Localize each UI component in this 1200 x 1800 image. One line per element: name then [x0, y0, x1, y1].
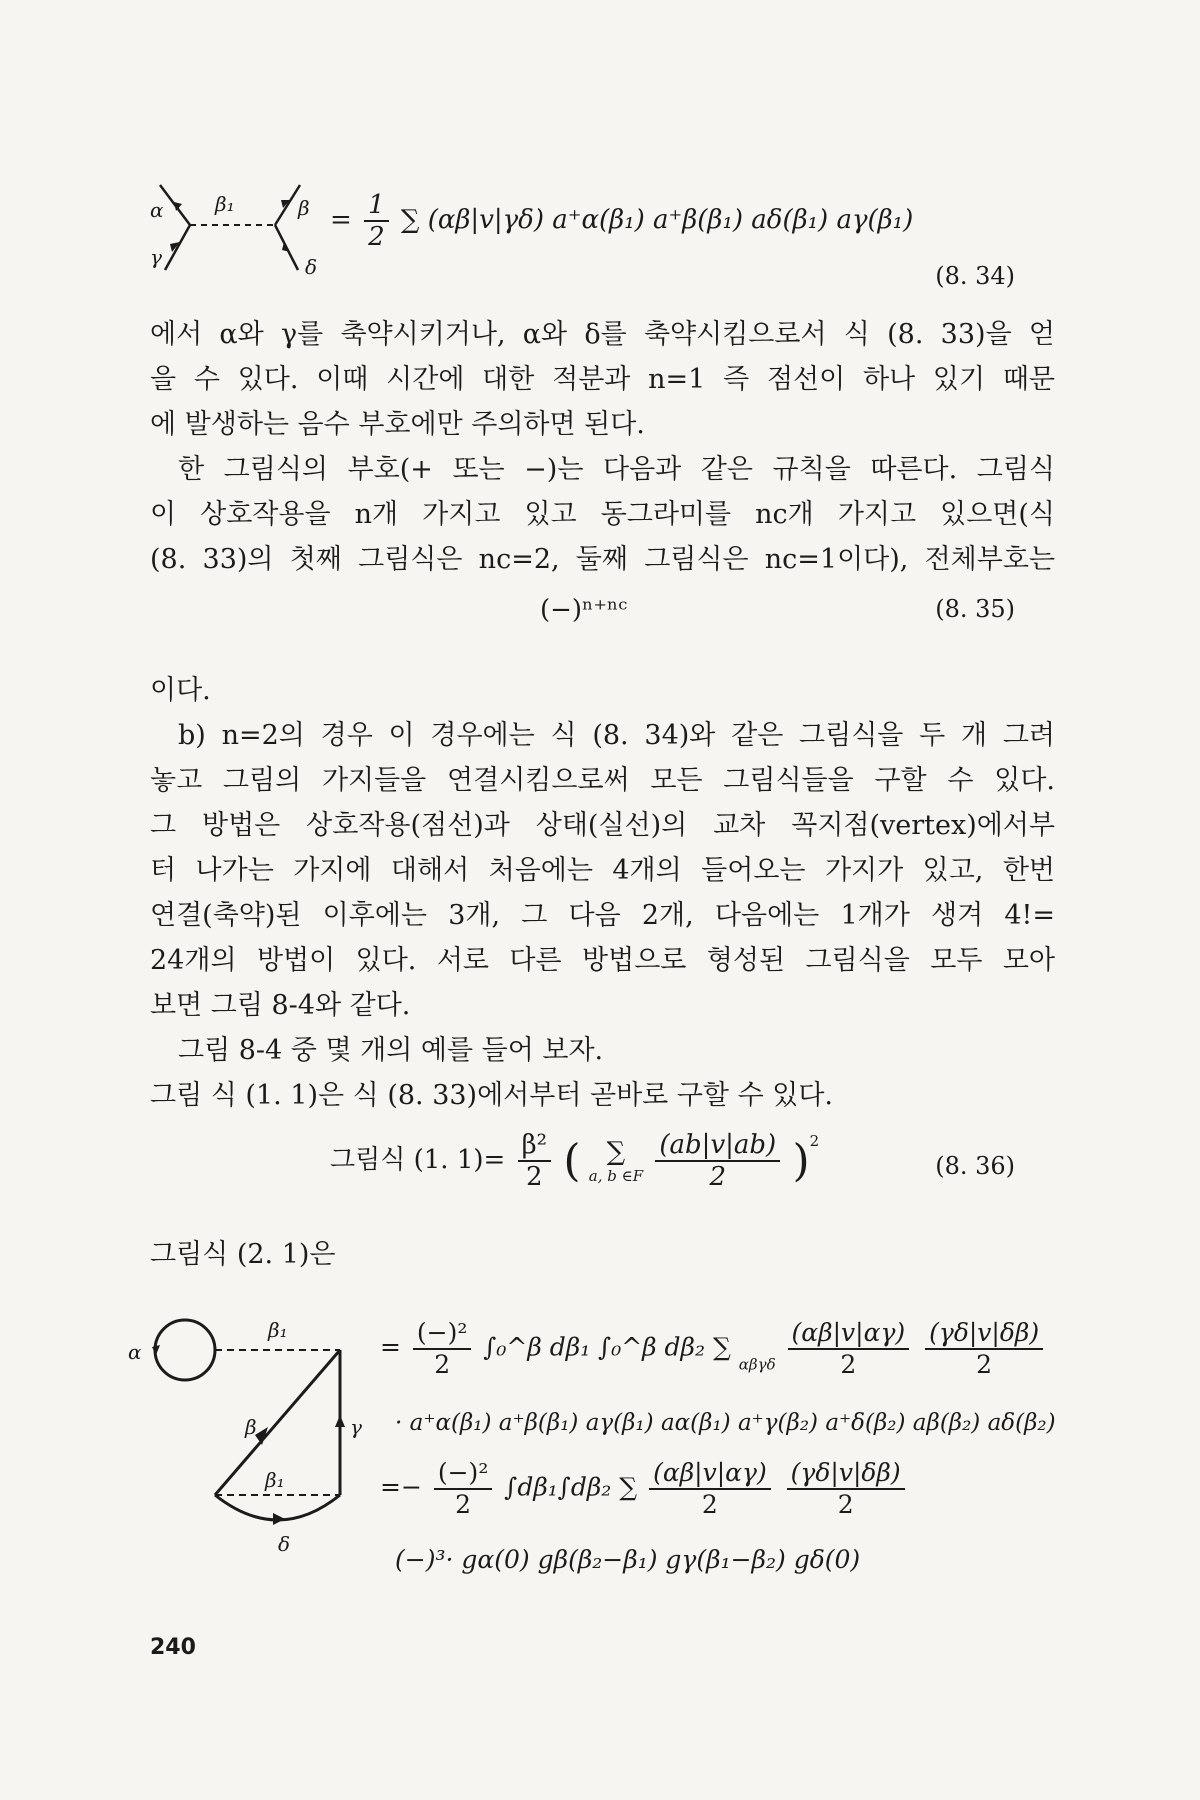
paragraph-4 — [150, 713, 1055, 1028]
label-gamma: γ — [150, 245, 162, 269]
paragraph-2 — [150, 447, 1055, 582]
diag-label-beta1-top: β₁ — [268, 1318, 288, 1342]
text-line: 터 나가는 가지에 대해서 처음에는 4개의 들어오는 가지가 있고, 한번 — [150, 855, 1055, 886]
text-line: (8. 33)의 첫째 그림식은 nc=2, 둘째 그림식은 nc=1이다), 전체부호는 — [150, 544, 1055, 575]
paragraph-5 — [150, 1028, 1055, 1118]
text-line: 연결(축약)된 이후에는 3개, 그 다음 2개, 다음에는 1개가 생겨 4!= — [150, 900, 1055, 931]
text-line: 그림식 (2. 1)은 — [150, 1239, 336, 1270]
equation-number-8-34: (8. 34) — [935, 262, 1015, 290]
label-delta: δ — [305, 255, 318, 279]
diag-label-beta1-bottom: β₁ — [265, 1468, 285, 1492]
fraction-beta-squared: $\frac{\text{β²}}{2}$ — [518, 1130, 551, 1192]
sum-subscript: a, b ∈F — [588, 1167, 644, 1185]
text-line: 을 수 있다. 이때 시간에 대한 적분과 n=1 즉 점선이 하나 있기 때문 — [150, 364, 1055, 395]
equation-8-36: 그림식 (1. 1)= $\frac{\text{β²}}{2}$ ( ∑ a, b ∈F $\frac{(ab|v|ab)}{2}$ )$^2$ — [330, 1130, 820, 1192]
text-line: 놓고 그림의 가지들을 연결시킴으로써 모든 그림식들을 구할 수 있다. — [150, 765, 1055, 796]
diag-label-alpha: α — [128, 1340, 142, 1364]
power: 2 — [809, 1132, 820, 1150]
feynman-diagram-2-1 — [140, 1305, 380, 1545]
label-beta1: β₁ — [215, 192, 235, 216]
label-beta: β — [298, 196, 310, 220]
equation-lhs: 그림식 (1. 1)= — [330, 1145, 506, 1175]
page-number: 240 — [150, 1635, 196, 1660]
equation-number-8-35: (8. 35) — [935, 595, 1015, 623]
paragraph-3 — [150, 668, 1055, 713]
text-line: 에서 α와 γ를 축약시키거나, α와 δ를 축약시킴으로서 식 (8. 33)을 얻 — [150, 319, 1055, 350]
diagram-eq-line-2: · a⁺α(β₁) a⁺β(β₁) aγ(β₁) aα(β₁) a⁺γ(β₂) a⁺δ(β₂) aβ(β₂) aδ(β₂) — [395, 1410, 1056, 1436]
text-line: 그 방법은 상호작용(점선)과 상태(실선)의 교차 꼭지점(vertex)에서부 — [150, 810, 1055, 841]
paragraph-6 — [150, 1232, 1055, 1277]
equation-rhs: ∑ (αβ|v|γδ) a⁺α(β₁) a⁺β(β₁) aδ(β₁) aγ(β₁) — [400, 205, 914, 235]
text-line: 에 발생하는 음수 부호에만 주의하면 된다. — [150, 409, 645, 440]
diagram-eq-line-1: = $\frac{\text{(−)²}}{2}$ ∫₀^β dβ₁ ∫₀^β dβ₂ ∑ $_{\alpha\beta\gamma\delta}$ $\frac{(\alpha\beta|v|\alpha\gamma)}{2}$ $\frac{(\gamma\delta|v|\delta\beta)}{2}$ — [380, 1318, 1047, 1380]
equation-number-8-36: (8. 36) — [935, 1152, 1015, 1180]
diag-label-beta: β — [245, 1415, 257, 1439]
equation-8-35: (−)ⁿ⁺ⁿᶜ — [540, 595, 628, 625]
fraction-half: $\frac{1}{2}$ — [364, 190, 389, 252]
vertex-diagram — [150, 180, 350, 280]
diag-label-gamma: γ — [350, 1415, 362, 1439]
text-line: 그림 8-4 중 몇 개의 예를 들어 보자. — [178, 1035, 604, 1066]
diag-label-delta: δ — [278, 1532, 291, 1556]
diagram-eq-line-3: =− $\frac{\text{(−)²}}{2}$ ∫dβ₁∫dβ₂ ∑ $\frac{(\alpha\beta|v|\alpha\gamma)}{2}$ $\frac{(\gamma\delta|v|\delta\beta)}{2}$ — [380, 1458, 909, 1520]
equation-8-34: = $\frac{1}{2}$ ∑ (αβ|v|γδ) a⁺α(β₁) a⁺β(β₁) aδ(β₁) aγ(β₁) — [330, 190, 914, 252]
text-line: 한 그림식의 부호(+ 또는 −)는 다음과 같은 규칙을 따른다. 그림식 — [178, 454, 1055, 485]
text-line: 이다. — [150, 675, 211, 706]
text-line: 24개의 방법이 있다. 서로 다른 방법으로 형성된 그림식을 모두 모아 — [150, 945, 1055, 976]
label-alpha: α — [150, 198, 164, 222]
text-line: 이 상호작용을 n개 가지고 있고 동그라미를 nc개 가지고 있으면(식 — [150, 499, 1055, 530]
diagram-eq-line-4: (−)³· gα(0) gβ(β₂−β₁) gγ(β₁−β₂) gδ(0) — [395, 1545, 861, 1574]
paragraph-1 — [150, 312, 1055, 447]
text-line: 그림 식 (1. 1)은 식 (8. 33)에서부터 곧바로 구할 수 있다. — [150, 1080, 833, 1111]
text-line: b) n=2의 경우 이 경우에는 식 (8. 34)와 같은 그림식을 두 개 그려 — [178, 720, 1055, 751]
text-line: 보면 그림 8-4와 같다. — [150, 990, 411, 1021]
fraction-inner: $\frac{(ab|v|ab)}{2}$ — [655, 1130, 780, 1192]
